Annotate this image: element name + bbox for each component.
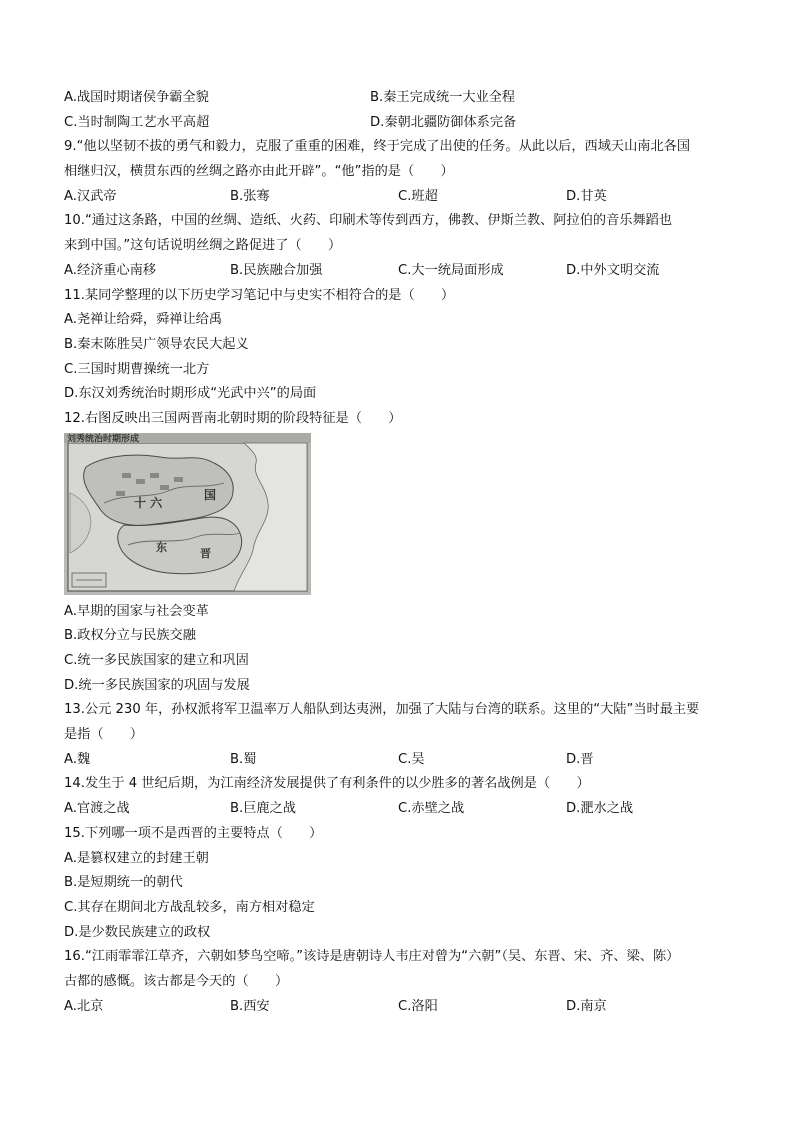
- q15-stem: 15.下列哪一项不是西晋的主要特点（ ）: [64, 825, 323, 841]
- map-top-caption: 刘秀统治时期形成: [67, 434, 140, 445]
- q9-stem-line-2: 相继归汉，横贯东西的丝绸之路亦由此开辟”。“他”指的是（ ）: [64, 164, 454, 180]
- map-label-jin: 晋: [200, 546, 211, 560]
- q11-option-b: B.秦末陈胜吴广领导农民大起义: [64, 336, 249, 352]
- q11-option-c: C.三国时期曹操统一北方: [64, 361, 210, 377]
- q14-stem: 14.发生于 4 世纪后期，为江南经济发展提供了有利条件的以少胜多的著名战例是（ ）: [64, 776, 590, 792]
- q11-stem: 11.某同学整理的以下历史学习笔记中与史实不相符合的是（ ）: [64, 287, 455, 303]
- q13-stem-line-1: 13.公元 230 年，孙权派将军卫温率万人船队到达夷洲，加强了大陆与台湾的联系。这里的“大陆”当时最主要: [64, 702, 700, 718]
- q14-option-d: D.淝水之战: [566, 801, 634, 817]
- q9-option-d: D.甘英: [566, 188, 607, 204]
- q15-option-a: A.是篡权建立的封建王朝: [64, 850, 209, 866]
- q16-stem-line-2: 古都的感慨。该古都是今天的（ ）: [64, 973, 289, 989]
- map-label-shiliu: 十 六: [134, 495, 163, 510]
- q16-option-a: A.北京: [64, 998, 104, 1014]
- q12-option-d: D.统一多民族国家的巩固与发展: [64, 677, 250, 693]
- q8-option-c: C.当时制陶工艺水平高超: [64, 114, 210, 130]
- q16-stem-line-1: 16.“江雨霏霏江草齐，六朝如梦鸟空啼。”该诗是唐朝诗人韦庄对曾为“六朝”（吴、东晋、宋、齐、梁、陈）: [64, 949, 680, 965]
- q16-options: [64, 995, 732, 1020]
- q9-stem-line-1: 9.“他以坚韧不拔的勇气和毅力，克服了重重的困难，终于完成了出使的任务。从此以后，西域天山南北各国: [64, 139, 691, 155]
- map-label-dong: 东: [156, 540, 167, 554]
- q10-option-c: C.大一统局面形成: [398, 262, 504, 278]
- q12-option-a: A.早期的国家与社会变革: [64, 603, 209, 619]
- q13-options: [64, 748, 732, 773]
- q13-option-c: C.吴: [398, 751, 425, 767]
- q12-stem: 12.右图反映出三国两晋南北朝时期的阶段特征是（ ）: [64, 410, 402, 426]
- q10-option-a: A.经济重心南移: [64, 262, 157, 278]
- q15-option-d: D.是少数民族建立的政权: [64, 924, 211, 940]
- q16-option-d: D.南京: [566, 998, 607, 1014]
- q14-option-b: B.巨鹿之战: [230, 801, 296, 817]
- q13-option-d: D.晋: [566, 751, 594, 767]
- q10-option-d: D.中外文明交流: [566, 262, 660, 278]
- q9-option-b: B.张骞: [230, 188, 270, 204]
- q8-option-a: A.战国时期诸侯争霸全貌: [64, 90, 209, 105]
- q8-option-b: B.秦王完成统一大业全程: [370, 90, 516, 105]
- q13-option-a: A.魏: [64, 751, 91, 767]
- q10-stem-line-1: 10.“通过这条路，中国的丝绸、造纸、火药、印刷术等传到西方，佛教、伊斯兰教、阿拉伯的音乐舞蹈也: [64, 213, 673, 229]
- q8-option-d: D.秦朝北疆防御体系完备: [370, 114, 517, 130]
- q8-options-row-2: [64, 111, 732, 136]
- q12-option-c: C.统一多民族国家的建立和巩固: [64, 653, 249, 668]
- q11-option-d: D.东汉刘秀统治时期形成“光武中兴”的局面: [64, 386, 317, 402]
- q12-map-figure: [64, 433, 732, 598]
- q15-option-b: B.是短期统一的朝代: [64, 875, 183, 891]
- q16-option-b: B.西安: [230, 998, 270, 1014]
- q10-option-b: B.民族融合加强: [230, 262, 323, 278]
- map-label-guo: 国: [204, 487, 217, 502]
- q10-options: [64, 259, 732, 284]
- exam-page: [64, 86, 732, 1019]
- q9-option-a: A.汉武帝: [64, 188, 117, 204]
- q16-option-c: C.洛阳: [398, 998, 438, 1014]
- q14-option-c: C.赤壁之战: [398, 801, 465, 817]
- q12-option-b: B.政权分立与民族交融: [64, 628, 196, 644]
- q13-option-b: B.蜀: [230, 751, 257, 767]
- historical-map-image: [64, 433, 311, 595]
- q13-stem-line-2: 是指（ ）: [64, 727, 144, 743]
- q9-options: [64, 185, 732, 210]
- q9-option-c: C.班超: [398, 188, 438, 204]
- q11-option-a: A.尧禅让给舜，舜禅让给禹: [64, 312, 223, 328]
- q14-option-a: A.官渡之战: [64, 801, 130, 817]
- q15-option-c: C.其存在期间北方战乱较多，南方相对稳定: [64, 899, 315, 915]
- q14-options: [64, 797, 732, 822]
- q10-stem-line-2: 来到中国。”这句话说明丝绸之路促进了（ ）: [64, 238, 342, 254]
- q8-options-row-1: [64, 86, 732, 111]
